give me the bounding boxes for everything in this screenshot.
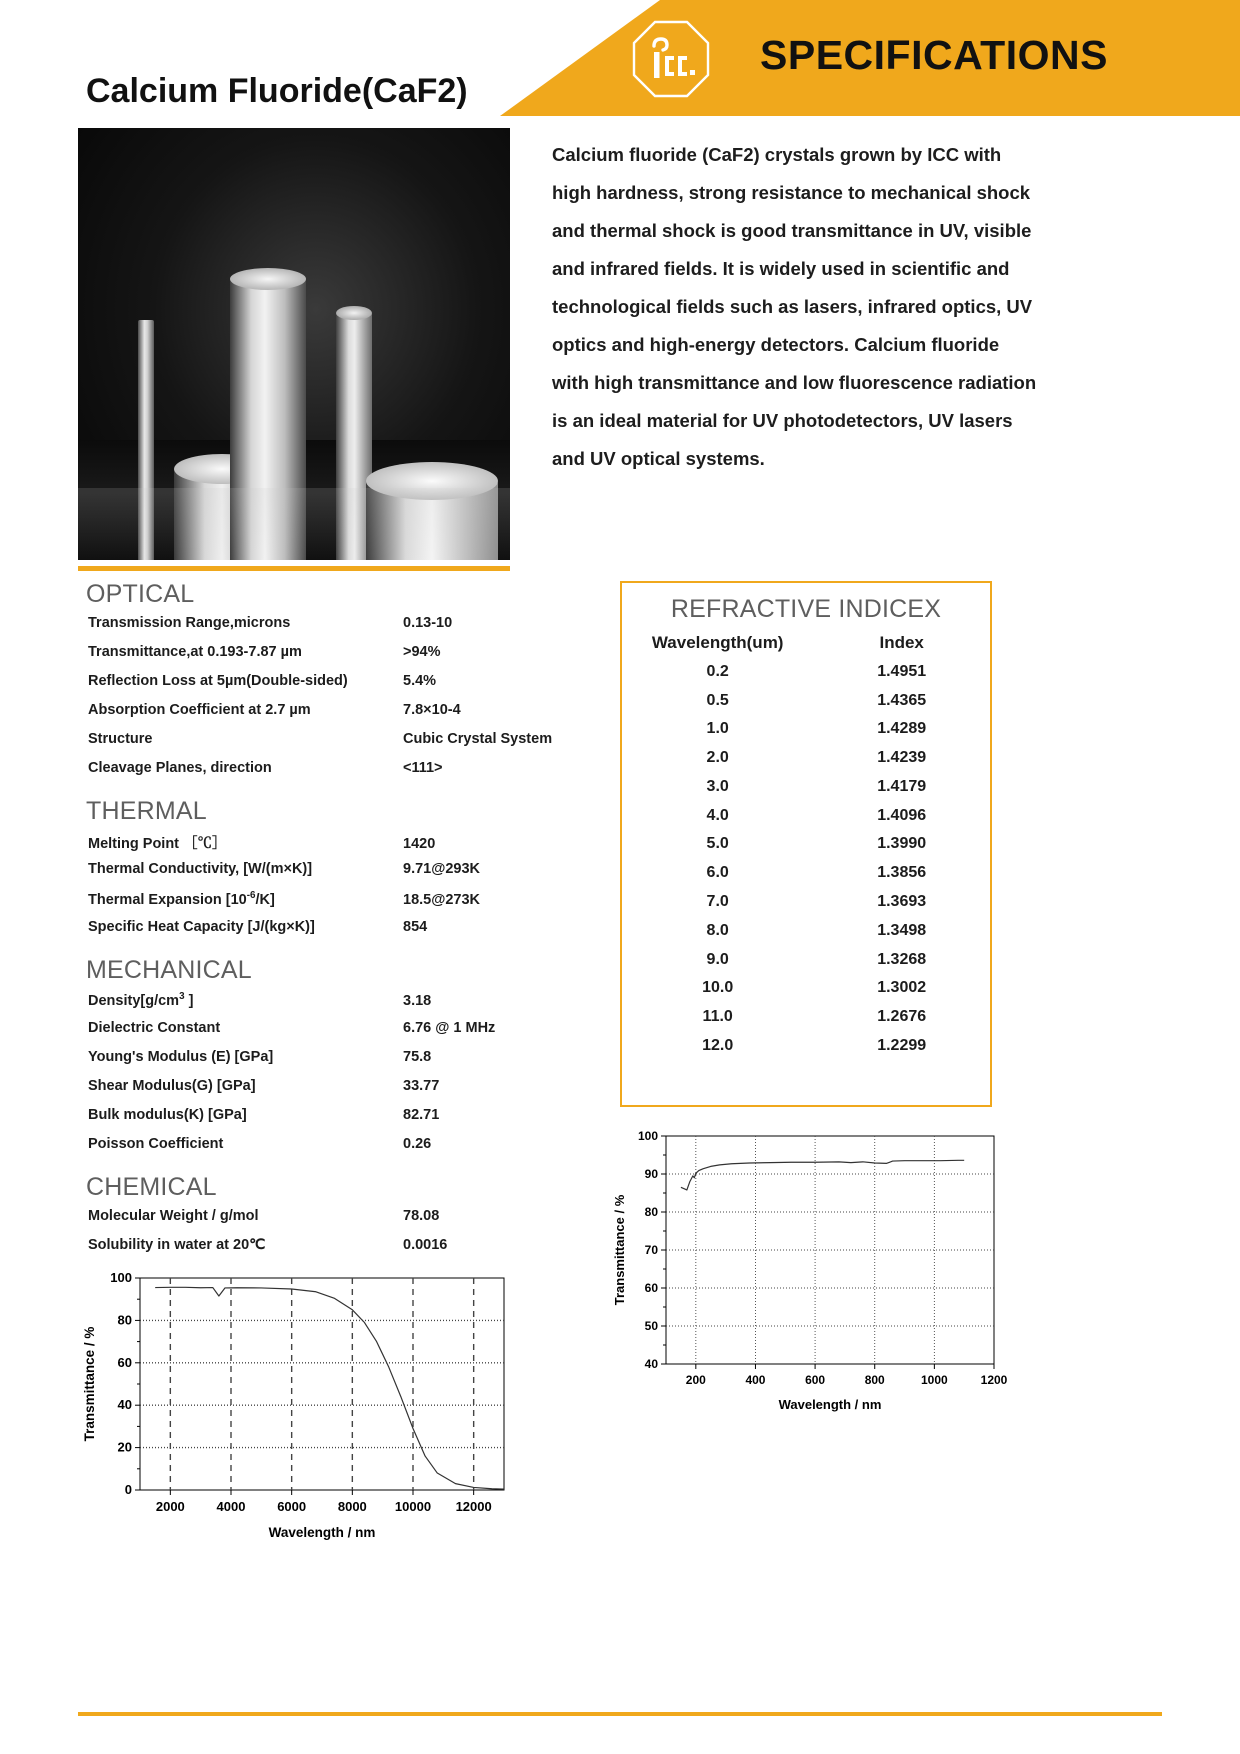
photo-reflection	[78, 488, 510, 560]
cell-index: 1.4365	[877, 691, 927, 709]
cell-wavelength: 5.0	[706, 835, 729, 853]
x-tick-label: 6000	[277, 1499, 307, 1514]
cell-index: 1.4951	[877, 662, 927, 680]
x-tick-label: 600	[805, 1373, 826, 1387]
x-tick-label: 200	[685, 1373, 706, 1387]
spec-row	[78, 1078, 598, 1107]
spec-label: Poisson Coefficient	[88, 1136, 224, 1152]
cell-wavelength: 11.0	[702, 1008, 733, 1026]
spec-row	[78, 1237, 598, 1266]
spec-row	[78, 1020, 598, 1049]
table-row	[622, 686, 990, 715]
spec-row	[78, 731, 598, 760]
crystal-rod-medium-top	[336, 306, 372, 320]
refractive-index-title: REFRACTIVE INDICEX	[670, 595, 942, 623]
spec-value: 78.08	[403, 1208, 440, 1224]
spec-row	[78, 832, 598, 861]
table-row	[622, 801, 990, 830]
data-line-transmittance	[681, 1160, 964, 1190]
y-tick-label: 80	[644, 1205, 658, 1219]
spec-row	[78, 919, 598, 948]
cell-wavelength: 10.0	[702, 979, 734, 997]
cell-index: 1.3498	[877, 921, 927, 939]
spec-row	[78, 1049, 598, 1078]
spec-value: 854	[403, 919, 428, 935]
spec-value: 0.0016	[403, 1237, 448, 1253]
refractive-index-panel	[620, 581, 992, 1107]
spec-value: 7.8×10-4	[403, 702, 461, 718]
x-tick-label: 8000	[337, 1499, 367, 1514]
y-tick-label: 60	[644, 1281, 658, 1295]
table-row	[622, 1003, 990, 1032]
plot-frame	[666, 1136, 994, 1364]
cell-wavelength: 4.0	[706, 806, 729, 824]
spec-label: Specific Heat Capacity [J/(kg×K)]	[88, 919, 315, 935]
spec-row	[78, 615, 598, 644]
table-row	[622, 859, 990, 888]
x-axis-label: Wavelength / nm	[268, 1525, 376, 1540]
y-tick-label: 90	[644, 1167, 658, 1181]
spec-row	[78, 1136, 598, 1165]
cell-wavelength: 7.0	[706, 893, 729, 911]
x-tick-label: 2000	[155, 1499, 185, 1514]
table-row	[622, 916, 990, 945]
spec-value: 82.71	[403, 1107, 440, 1123]
spec-label: Reflection Loss at 5µm(Double-sided)	[88, 673, 348, 689]
crystal-rod-large-top	[230, 268, 306, 290]
y-tick-label: 40	[644, 1357, 658, 1371]
table-row	[622, 773, 990, 802]
y-tick-label: 70	[644, 1243, 658, 1257]
spec-label: Shear Modulus(G) [GPa]	[88, 1078, 256, 1094]
cell-index: 1.3693	[877, 893, 927, 911]
cell-index: 1.3990	[877, 835, 927, 853]
cell-index: 1.4289	[877, 720, 927, 738]
table-row	[622, 830, 990, 859]
cell-index: 1.4239	[877, 749, 927, 767]
spec-label: Transmittance,at 0.193-7.87 µm	[88, 644, 302, 660]
spec-row	[78, 760, 598, 789]
cell-index: 1.3856	[877, 864, 927, 882]
cell-index: 1.4096	[877, 806, 927, 824]
x-axis-label: Wavelength / nm	[778, 1397, 882, 1412]
product-title: Calcium Fluoride(CaF2)	[86, 72, 468, 110]
spec-value: >94%	[403, 644, 441, 660]
spec-label: Solubility in water at 20℃	[88, 1237, 266, 1253]
y-tick-label: 0	[124, 1482, 132, 1497]
spec-value: 33.77	[403, 1078, 440, 1094]
table-row	[622, 1032, 990, 1061]
spec-label: Transmission Range,microns	[88, 615, 291, 631]
spec-label: Young's Modulus (E) [GPa]	[88, 1049, 274, 1065]
plot-frame	[140, 1278, 504, 1490]
x-tick-label: 1200	[980, 1373, 1008, 1387]
footer-rule	[78, 1712, 1162, 1716]
spec-value: 6.76 @ 1 MHz	[403, 1020, 496, 1036]
spec-label: Dielectric Constant	[88, 1020, 221, 1036]
spec-label: Melting Point ［℃］	[88, 836, 227, 852]
cell-wavelength: 0.2	[706, 662, 729, 680]
spec-label: Cleavage Planes, direction	[88, 760, 272, 776]
cell-index: 1.2299	[877, 1036, 927, 1054]
y-tick-label: 20	[117, 1439, 132, 1455]
spec-value: <111>	[403, 760, 443, 776]
spec-row	[78, 644, 598, 673]
table-header-row	[622, 628, 990, 657]
column-header-index: Index	[879, 633, 924, 653]
cell-wavelength: 2.0	[706, 749, 729, 767]
table-row	[622, 715, 990, 744]
y-axis-label: Transmittance / %	[612, 1194, 627, 1306]
spec-value: 0.26	[403, 1136, 432, 1152]
cell-wavelength: 9.0	[706, 950, 729, 968]
spec-label: Thermal Conductivity, [W/(m×K)]	[88, 861, 313, 877]
y-axis-label: Transmittance / %	[82, 1326, 97, 1442]
spec-value: 18.5@273K	[403, 891, 481, 908]
cell-index: 1.2676	[877, 1008, 927, 1026]
x-tick-label: 12000	[455, 1499, 492, 1514]
x-tick-label: 800	[864, 1373, 885, 1387]
x-tick-label: 10000	[394, 1499, 432, 1514]
table-row	[622, 744, 990, 773]
uv-vis-transmittance-chart	[608, 1122, 1008, 1412]
spec-row	[78, 890, 598, 919]
spec-label: Bulk modulus(K) [GPa]	[88, 1107, 247, 1123]
x-tick-label: 4000	[216, 1499, 246, 1514]
specifications-column	[78, 576, 598, 1266]
y-tick-label: 60	[117, 1354, 132, 1370]
section-heading-optical: OPTICAL	[86, 580, 195, 608]
cell-index: 1.3268	[877, 950, 927, 968]
spec-row	[78, 861, 598, 890]
spec-row	[78, 1107, 598, 1136]
image-underline-rule	[78, 566, 510, 571]
spec-row	[78, 673, 598, 702]
section-heading-chemical: CHEMICAL	[86, 1173, 217, 1201]
refractive-index-table	[622, 628, 990, 1060]
spec-value: 9.71@293K	[403, 861, 481, 877]
section-heading-mechanical: MECHANICAL	[86, 956, 252, 984]
spec-row	[78, 1208, 598, 1237]
y-tick-label: 50	[644, 1319, 658, 1333]
table-row	[622, 974, 990, 1003]
table-row	[622, 945, 990, 974]
spec-label: $Density[g/cm^3$ ]	[88, 991, 194, 1009]
y-tick-label: 100	[637, 1129, 658, 1143]
spec-row	[78, 702, 598, 731]
page-title-specifications: SPECIFICATIONS	[760, 32, 1108, 78]
x-tick-label: 400	[745, 1373, 766, 1387]
spec-value: 75.8	[403, 1049, 432, 1065]
spec-label: Molecular Weight / g/mol	[88, 1208, 259, 1224]
ir-transmittance-chart	[78, 1268, 518, 1540]
section-heading-thermal: THERMAL	[86, 797, 207, 825]
cell-wavelength: 12.0	[702, 1036, 734, 1054]
icc-logo-icon	[632, 20, 710, 98]
spec-value: 5.4%	[403, 673, 437, 689]
cell-wavelength: 3.0	[706, 777, 729, 795]
spec-label: Thermal Expansion $[10^{-6}/K]$	[88, 890, 275, 908]
table-row	[622, 888, 990, 917]
spec-value: Cubic Crystal System	[403, 731, 553, 747]
cell-index: 1.3002	[877, 979, 927, 997]
cell-wavelength: 6.0	[706, 864, 729, 882]
data-line-transmittance	[155, 1287, 504, 1489]
y-tick-label: 40	[117, 1397, 132, 1413]
column-header-wavelength: Wavelength(um)	[651, 633, 784, 653]
spec-value: 3.18	[403, 992, 432, 1009]
product-photo	[78, 128, 510, 560]
spec-value: 1420	[403, 836, 436, 852]
spec-label: Absorption Coefficient at 2.7 µm	[88, 702, 311, 718]
x-tick-label: 1000	[921, 1373, 948, 1387]
cell-wavelength: 0.5	[706, 691, 729, 709]
spec-row	[78, 991, 598, 1020]
table-row	[622, 657, 990, 686]
y-tick-label: 100	[110, 1270, 132, 1285]
spec-label: Structure	[88, 731, 153, 747]
cell-index: 1.4179	[877, 777, 927, 795]
cell-wavelength: 8.0	[706, 921, 729, 939]
spec-value: 0.13-10	[403, 615, 453, 631]
product-description: Calcium fluoride (CaF2) crystals grown by ICC with high hardness, strong resistance to mechanical shock and thermal shock is good transmittance in UV, visible and infrared fields. It is widely used in scientific and technological fields such as lasers, infrared optics, UV optics and high-energy detectors. Calcium fluoride with high transmittance and low fluorescence radiation is an ideal material for UV photodetectors, UV lasers and UV optical systems.	[552, 144, 1037, 469]
cell-wavelength: 1.0	[706, 720, 729, 738]
y-tick-label: 80	[117, 1312, 132, 1328]
